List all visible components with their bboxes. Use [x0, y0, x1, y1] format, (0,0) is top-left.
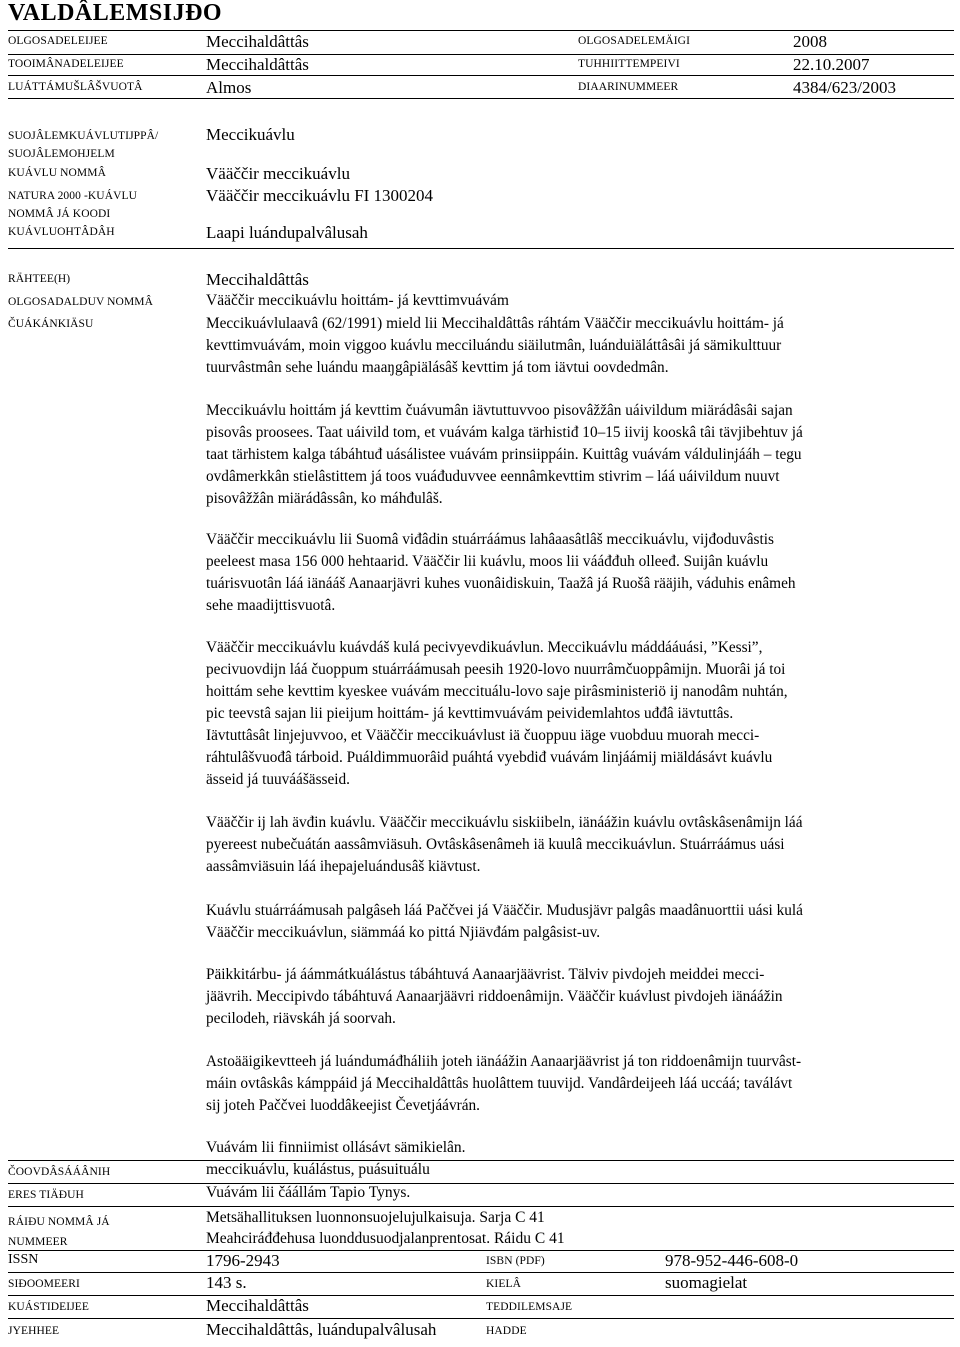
abstract-paragraph: Astoääigikevtteeh já luándumáđháliih joteh iänáážin Aanaarjäävrist já ton riddoenâmijn tuurvâst- máin ovtâskâs kámppáid já Meccihaldâttâs huolâttem tuuvijd. Vandârdeijeeh láá uccáá; taválávt sij joteh Paččvei luoddâkeejist Čevetjáávrán.: [206, 1053, 802, 1114]
divider: [8, 30, 954, 31]
abstract-paragraph: Kuávlu stuárráámusah palgâseh láá Paččvei já Vääččir. Mudusjävr palgâs maadânuorttii uási kulá Vääččir meccikuávlun, siämmáá ko pittá Njiävđám palgâsist-uv.: [206, 902, 803, 941]
abstract-paragraph: Vääččir ij lah ävđin kuávlu. Vääččir meccikuávlu siskiibeln, iänáážin kuávlu ovtâskâsenâmijn láá pyereest nubečuátán aassâmviäsuh. Ovtâskâsenâmeh iä kuulâ meccikuávlun. Stuárráámus uási aassâmviäsuin láá ihepajeluándusâš kiävtust.: [206, 814, 803, 875]
keywords-value: meccikuávlu, kuálástus, puásuituálu: [206, 1161, 430, 1178]
area-unit-value: Laapi luándupalvâlusah: [206, 223, 368, 242]
abstract-paragraph: Vääččir meccikuávlu kuávdáš kulá pecivyevdikuávlun. Meccikuávlu máddááuási, ”Kessi”, pecivuovdijn láá čuoppum stuárráámusah peesih 1920-lovo nuurrâmčuoppâmijn. Muorâi já toi hoittám sehe kevttim kyeskee vuávám meccituálu-lovo saje pirâsministeriö ij nanodâm nuhtán, pic teevstâ sajan lii pieijum hoittám- já kevttimvuávám peividemlahtos uđđâ iävtuttâs. Iävtuttâsât linjejuvvoo, et Vääččir meccikuávlust iä čuoppuu iäge vuobduu muorah mecci- ráhtulâšvuođâ tárboid. Puáldimmuorâid puáhtá vyebdiđ vuávám linjáámij miäldásávt kuávlu ässeid já tuuváášässeid.: [206, 639, 788, 788]
natura-label: NATURA 2000 -KUÁVLU NOMMÂ JÁ KOODI: [8, 190, 138, 220]
printer-value: Meccihaldâttâs: [206, 1296, 309, 1315]
distributor-value: Meccihaldâttâs, luándupalvâlusah: [206, 1320, 437, 1339]
abstract-paragraph: Päikkitárbu- já áámmátkuálástus tábáhtuvá Aanaarjäävrist. Tälviv pivdojeh meiddei mecci- jäävrih. Meccipivdo tábáhtuvá Aanaarjäävri riddoenâmijn. Vääččir kuávlust pivdojeh iänáážin pecilodeh, riävskáh já soorvah.: [206, 966, 783, 1027]
diary-number-value: 4384/623/2003: [793, 78, 896, 97]
language-note: Vuávám lii finniimist ollásávt sämikielân.: [206, 1139, 466, 1156]
pages-value: 143 s.: [206, 1273, 247, 1292]
divider: [8, 98, 954, 99]
divider: [8, 1250, 954, 1251]
other-info-value: Vuávám lii čáállám Tapio Tynys.: [206, 1184, 411, 1201]
confidentiality-value: Almos: [206, 78, 252, 97]
series-label: RÁIĐU NOMMÂ JÁ NUMMEER: [8, 1216, 110, 1248]
document-title: VALDÂLEMSIJÐO: [8, 0, 223, 26]
abstract-paragraph: Meccikuávlulaavâ (62/1991) mield lii Meccihaldâttâs ráhtám Vääččir meccikuávlu hoittám- já kevttimvuávám, moin viggoo kuávlu mecciluándu siäilutmân, luánduiäláttâsâi já sämikulttuur tuurvâstmân sehe luándu maaŋgâpiälásâš kevttim já tom iävtui oovdedmân.: [206, 315, 784, 376]
approval-date-value: 22.10.2007: [793, 55, 870, 74]
pages-label: SIĐOOMEERI: [8, 1278, 80, 1290]
issn-value: 1796-2943: [206, 1251, 280, 1270]
natura-value: Vääččir meccikuávlu FI 1300204: [206, 186, 434, 205]
other-info-label: ERES TIÄĐUH: [8, 1189, 84, 1201]
divider: [8, 1295, 954, 1296]
issn-label: ISSN: [8, 1252, 39, 1267]
publisher-label: OLGOSADELEIJEE: [8, 35, 108, 47]
area-type-label: SUOJÂLEMKUÁVLUTIJPPÂ/ SUOJÂLEMOHJELM: [8, 130, 159, 160]
confidentiality-label: LUÁTTÁMUŠLÂŠVUOTÂ: [8, 81, 143, 93]
language-label: KIELÂ: [486, 1278, 521, 1290]
area-type-value: Meccikuávlu: [206, 125, 295, 144]
divider: [8, 1183, 954, 1184]
isbn-label: ISBN (PDF): [486, 1255, 545, 1267]
commissioner-label: TOOIMÂNADELEIJEE: [8, 58, 124, 70]
series-value: Metsähallituksen luonnonsuojelujulkaisuja. Sarja C 41 Meahciráđđehusa luonddusuodjalanprentosat. Ráidu C 41: [206, 1209, 565, 1247]
divider: [8, 75, 954, 76]
publication-year-label: OLGOSADELEMÄIGI: [578, 35, 691, 47]
abstract-paragraph: Meccikuávlu hoittám já kevttim čuávumân iävtuttuvvoo pisovâžžân uáivildum miärádâsâi sajan pisovâs proosees. Taat uáivild tom, et vuávám kalga tärhistiđ 10–15 iivij kooskâ tâi tävjibehtuv já taat tärhistem kalga tábáhtuđ uásálistee vuávám prinsiippáin. Kuittâg vuávám váldulinjááh – tegu ovdâmerkkân stielâstittem já toos vuáđuduvvee eennâmkevttim stivrim – láá uáivildum nuuvt pisovâžžân miärádâssân, ko máhđulâš.: [206, 402, 803, 507]
abstract-label: ČUÁKÁNKIÄSU: [8, 318, 94, 330]
divider: [8, 1160, 954, 1161]
isbn-value: 978-952-446-608-0: [665, 1251, 799, 1270]
print-place-label: TEDDILEMSAJE: [486, 1301, 573, 1313]
price-label: HADDE: [486, 1325, 527, 1337]
divider: [8, 1272, 954, 1273]
divider: [8, 1318, 954, 1319]
area-name-label: KUÁVLU NOMMÂ: [8, 167, 106, 179]
language-value: suomagielat: [665, 1273, 748, 1292]
keywords-label: ČOOVDÂSÁÁÂNIH: [8, 1166, 111, 1178]
area-unit-label: KUÁVLUOHTÂDÂH: [8, 226, 115, 238]
publication-year-value: 2008: [793, 32, 827, 51]
approval-date-label: TUHHIITTEMPEIVI: [578, 58, 680, 70]
publisher-value: Meccihaldâttâs: [206, 32, 309, 51]
printer-label: KUÁSTIDEIJEE: [8, 1301, 90, 1313]
distributor-label: JYEHHEE: [8, 1325, 60, 1337]
commissioner-value: Meccihaldâttâs: [206, 55, 309, 74]
diary-number-label: DIAARINUMMEER: [578, 81, 679, 93]
area-name-value: Vääččir meccikuávlu: [206, 164, 350, 183]
authors-label: RÄHTEE(H): [8, 273, 71, 285]
publication-name-label: OLGOSADALDUV NOMMÂ: [8, 296, 154, 308]
divider: [8, 248, 954, 249]
publication-name-value: Vääččir meccikuávlu hoittám- já kevttimvuávám: [206, 292, 509, 309]
abstract-paragraph: Vääččir meccikuávlu lii Suomâ viđâdin stuárráámus lahâaasâtlâš meccikuávlu, vijđoduvâstis peeleest masa 156 000 hehtaarid. Vääččir lii kuávlu, moos lii vááđđuh olleeđ. Suijân kuávlu tuárisvuotân láá iänááš Aanaarjävri kuhes vuonâidiskuin, Taažâ já Ruošâ rääjih, váduhis enâmeh sehe maadijttisvuotâ.: [206, 531, 796, 614]
authors-value: Meccihaldâttâs: [206, 270, 309, 289]
